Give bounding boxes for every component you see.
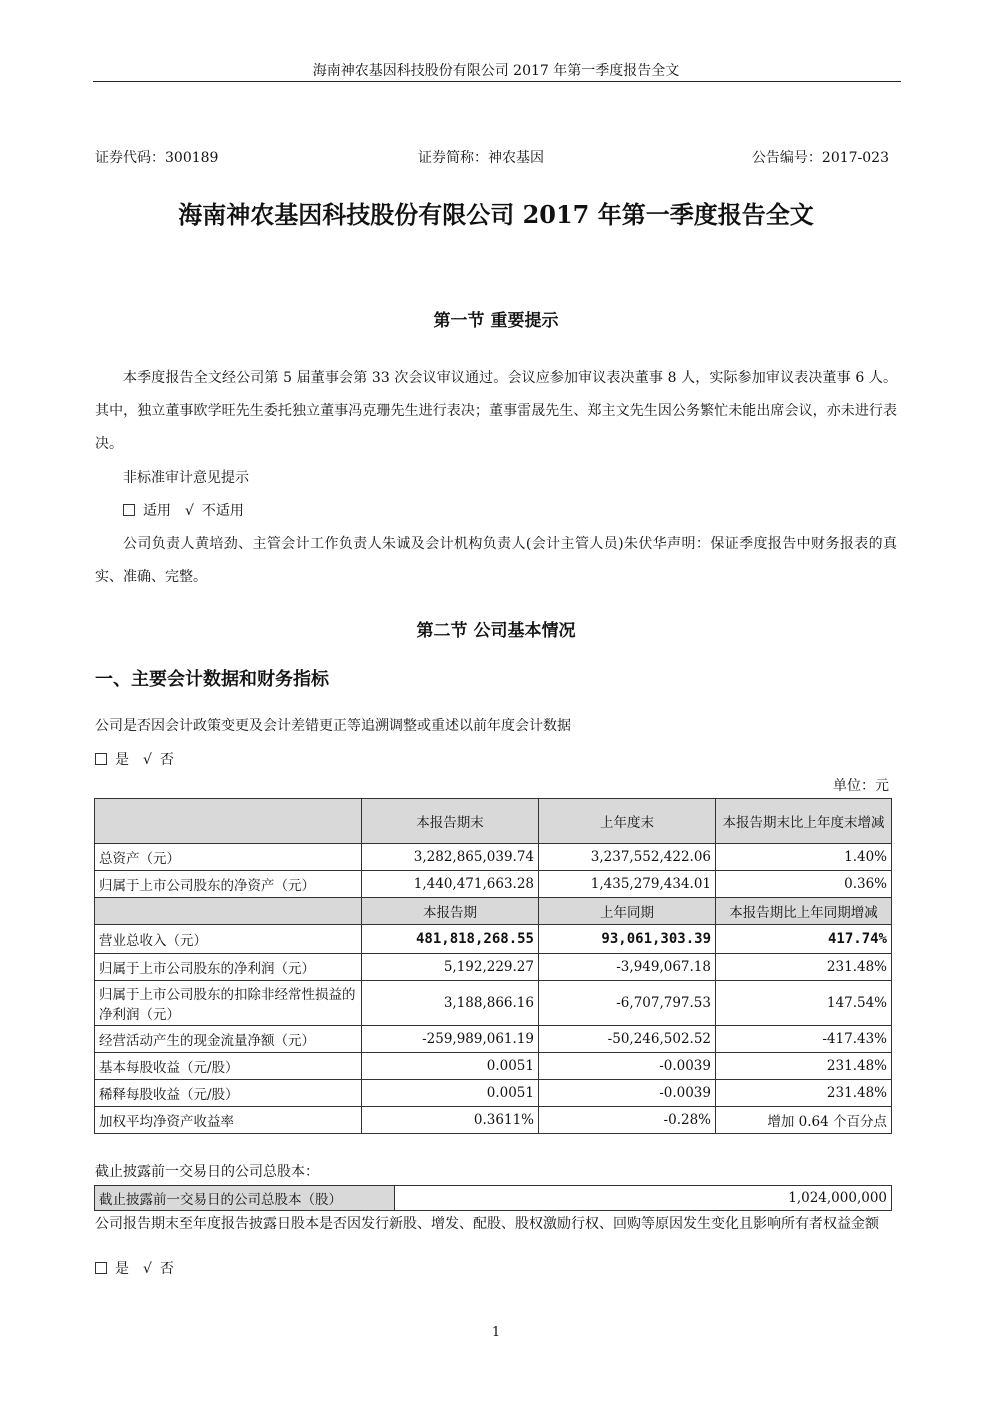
share-capital-table <box>94 1185 892 1211</box>
row-label: 基本每股收益（元/股） <box>95 1053 362 1080</box>
retroactive-adjustment-options <box>95 749 174 769</box>
check-mark-icon: √ <box>143 1261 152 1277</box>
option-applicable: 适用 <box>143 503 171 519</box>
cell-value: 1,024,000,000 <box>395 1186 892 1211</box>
column-header: 本报告期比上年同期增减 <box>716 898 892 925</box>
table-row <box>95 1186 892 1211</box>
row-label: 经营活动产生的现金流量净额（元） <box>95 1026 362 1053</box>
share-change-options <box>95 1258 174 1278</box>
check-mark-icon: √ <box>143 752 152 768</box>
row-label: 归属于上市公司股东的净利润（元） <box>95 954 362 981</box>
cell-value: 417.74% <box>716 925 892 954</box>
cell-value: 1,435,279,434.01 <box>539 871 716 898</box>
row-label: 归属于上市公司股东的扣除非经常性损益的净利润（元） <box>95 981 362 1026</box>
cell-value: 0.0051 <box>362 1053 539 1080</box>
cell-value: 231.48% <box>716 954 892 981</box>
table-header-row <box>95 799 892 844</box>
unit-label: 单位：元 <box>833 778 889 794</box>
option-not-applicable: 不适用 <box>201 503 244 519</box>
retroactive-adjustment-question: 公司是否因会计政策变更及会计差错更正等追溯调整或重述以前年度会计数据 <box>95 718 571 734</box>
key-financial-data-table <box>94 798 892 1134</box>
cell-value: -0.0039 <box>539 1053 716 1080</box>
cell-value: -417.43% <box>716 1026 892 1053</box>
column-header: 上年同期 <box>539 898 716 925</box>
subsection-heading: 一、主要会计数据和财务指标 <box>95 669 329 690</box>
page-number: 1 <box>491 1325 501 1340</box>
cell-value: 147.54% <box>716 981 892 1026</box>
table-row <box>95 981 892 1026</box>
cell-value: -259,989,061.19 <box>362 1026 539 1053</box>
section-1-heading: 第一节 重要提示 <box>433 311 559 331</box>
share-change-question: 公司报告期末至年度报告披露日股本是否因发行新股、增发、配股、股权激励行权、回购等原因发生变化且影响所有者权益金额 <box>95 1216 879 1232</box>
cell-value: 231.48% <box>716 1080 892 1107</box>
audit-opinion-options <box>123 500 244 520</box>
option-yes: 是 <box>115 1261 129 1277</box>
check-mark-icon: √ <box>185 503 194 519</box>
cell-value: 1.40% <box>716 844 892 871</box>
cell-value: -3,949,067.18 <box>539 954 716 981</box>
announcement-number: 公告编号：2017-023 <box>751 150 889 166</box>
cell-value: -50,246,502.52 <box>539 1026 716 1053</box>
table-row <box>95 954 892 981</box>
table-corner-cell <box>95 898 362 925</box>
table-row <box>95 1107 892 1134</box>
responsibility-statement: 公司负责人黄培劲、主管会计工作负责人朱诚及会计机构负责人(会计主管人员)朱伏华声明：保证季度报告中财务报表的真实、准确、完整。 <box>95 536 897 585</box>
unchecked-box-icon <box>95 1262 107 1274</box>
cell-value: 481,818,268.55 <box>362 925 539 954</box>
stock-code: 证券代码：300189 <box>95 150 219 166</box>
cell-value: 231.48% <box>716 1053 892 1080</box>
cell-value: -6,707,797.53 <box>539 981 716 1026</box>
table-row <box>95 1026 892 1053</box>
cell-value: -0.0039 <box>539 1080 716 1107</box>
unchecked-box-icon <box>95 753 107 765</box>
column-header: 本报告期末 <box>362 799 539 844</box>
table-row <box>95 844 892 871</box>
running-header: 海南神农基因科技股份有限公司 2017 年第一季度报告全文 <box>312 63 680 79</box>
table-row <box>95 871 892 898</box>
unchecked-box-icon <box>123 504 135 516</box>
cell-value: 1,440,471,663.28 <box>362 871 539 898</box>
column-header: 本报告期末比上年度末增减 <box>716 799 892 844</box>
row-label: 截止披露前一交易日的公司总股本（股） <box>95 1186 395 1211</box>
row-label: 加权平均净资产收益率 <box>95 1107 362 1134</box>
row-label: 总资产（元） <box>95 844 362 871</box>
option-no: 否 <box>159 752 174 768</box>
cell-value: 3,282,865,039.74 <box>362 844 539 871</box>
table-row <box>95 1053 892 1080</box>
header-rule <box>93 81 901 82</box>
cell-value: 0.0051 <box>362 1080 539 1107</box>
table-corner-cell <box>95 799 362 844</box>
share-capital-intro: 截止披露前一交易日的公司总股本： <box>95 1164 319 1180</box>
board-approval-paragraph: 本季度报告全文经公司第 5 届董事会第 33 次会议审议通过。会议应参加审议表决董事 8 人，实际参加审议表决董事 6 人。其中，独立董事欧学旺先生委托独立董事冯克珊先生进行表决；董事雷晟先生、郑主文先生因公务繁忙未能出席会议，亦未进行表决。 <box>95 370 897 452</box>
option-no: 否 <box>159 1261 174 1277</box>
cell-value: 3,237,552,422.06 <box>539 844 716 871</box>
cell-value: 3,188,866.16 <box>362 981 539 1026</box>
table-subheader-row <box>95 898 892 925</box>
cell-value: 0.3611% <box>362 1107 539 1134</box>
table-row <box>95 1080 892 1107</box>
audit-opinion-label: 非标准审计意见提示 <box>123 470 249 486</box>
cell-value: 93,061,303.39 <box>539 925 716 954</box>
row-label: 稀释每股收益（元/股） <box>95 1080 362 1107</box>
cell-value: 0.36% <box>716 871 892 898</box>
section-2-heading: 第二节 公司基本情况 <box>416 621 576 641</box>
cell-value: -0.28% <box>539 1107 716 1134</box>
cell-value: 增加 0.64 个百分点 <box>716 1107 892 1134</box>
stock-abbreviation: 证券简称：神农基因 <box>418 150 544 166</box>
table-row-revenue <box>95 925 892 954</box>
option-yes: 是 <box>115 752 129 768</box>
document-title: 海南神农基因科技股份有限公司 2017 年第一季度报告全文 <box>178 200 814 229</box>
column-header: 本报告期 <box>362 898 539 925</box>
row-label: 归属于上市公司股东的净资产（元） <box>95 871 362 898</box>
cell-value: 5,192,229.27 <box>362 954 539 981</box>
column-header: 上年度末 <box>539 799 716 844</box>
row-label: 营业总收入（元） <box>95 925 362 954</box>
